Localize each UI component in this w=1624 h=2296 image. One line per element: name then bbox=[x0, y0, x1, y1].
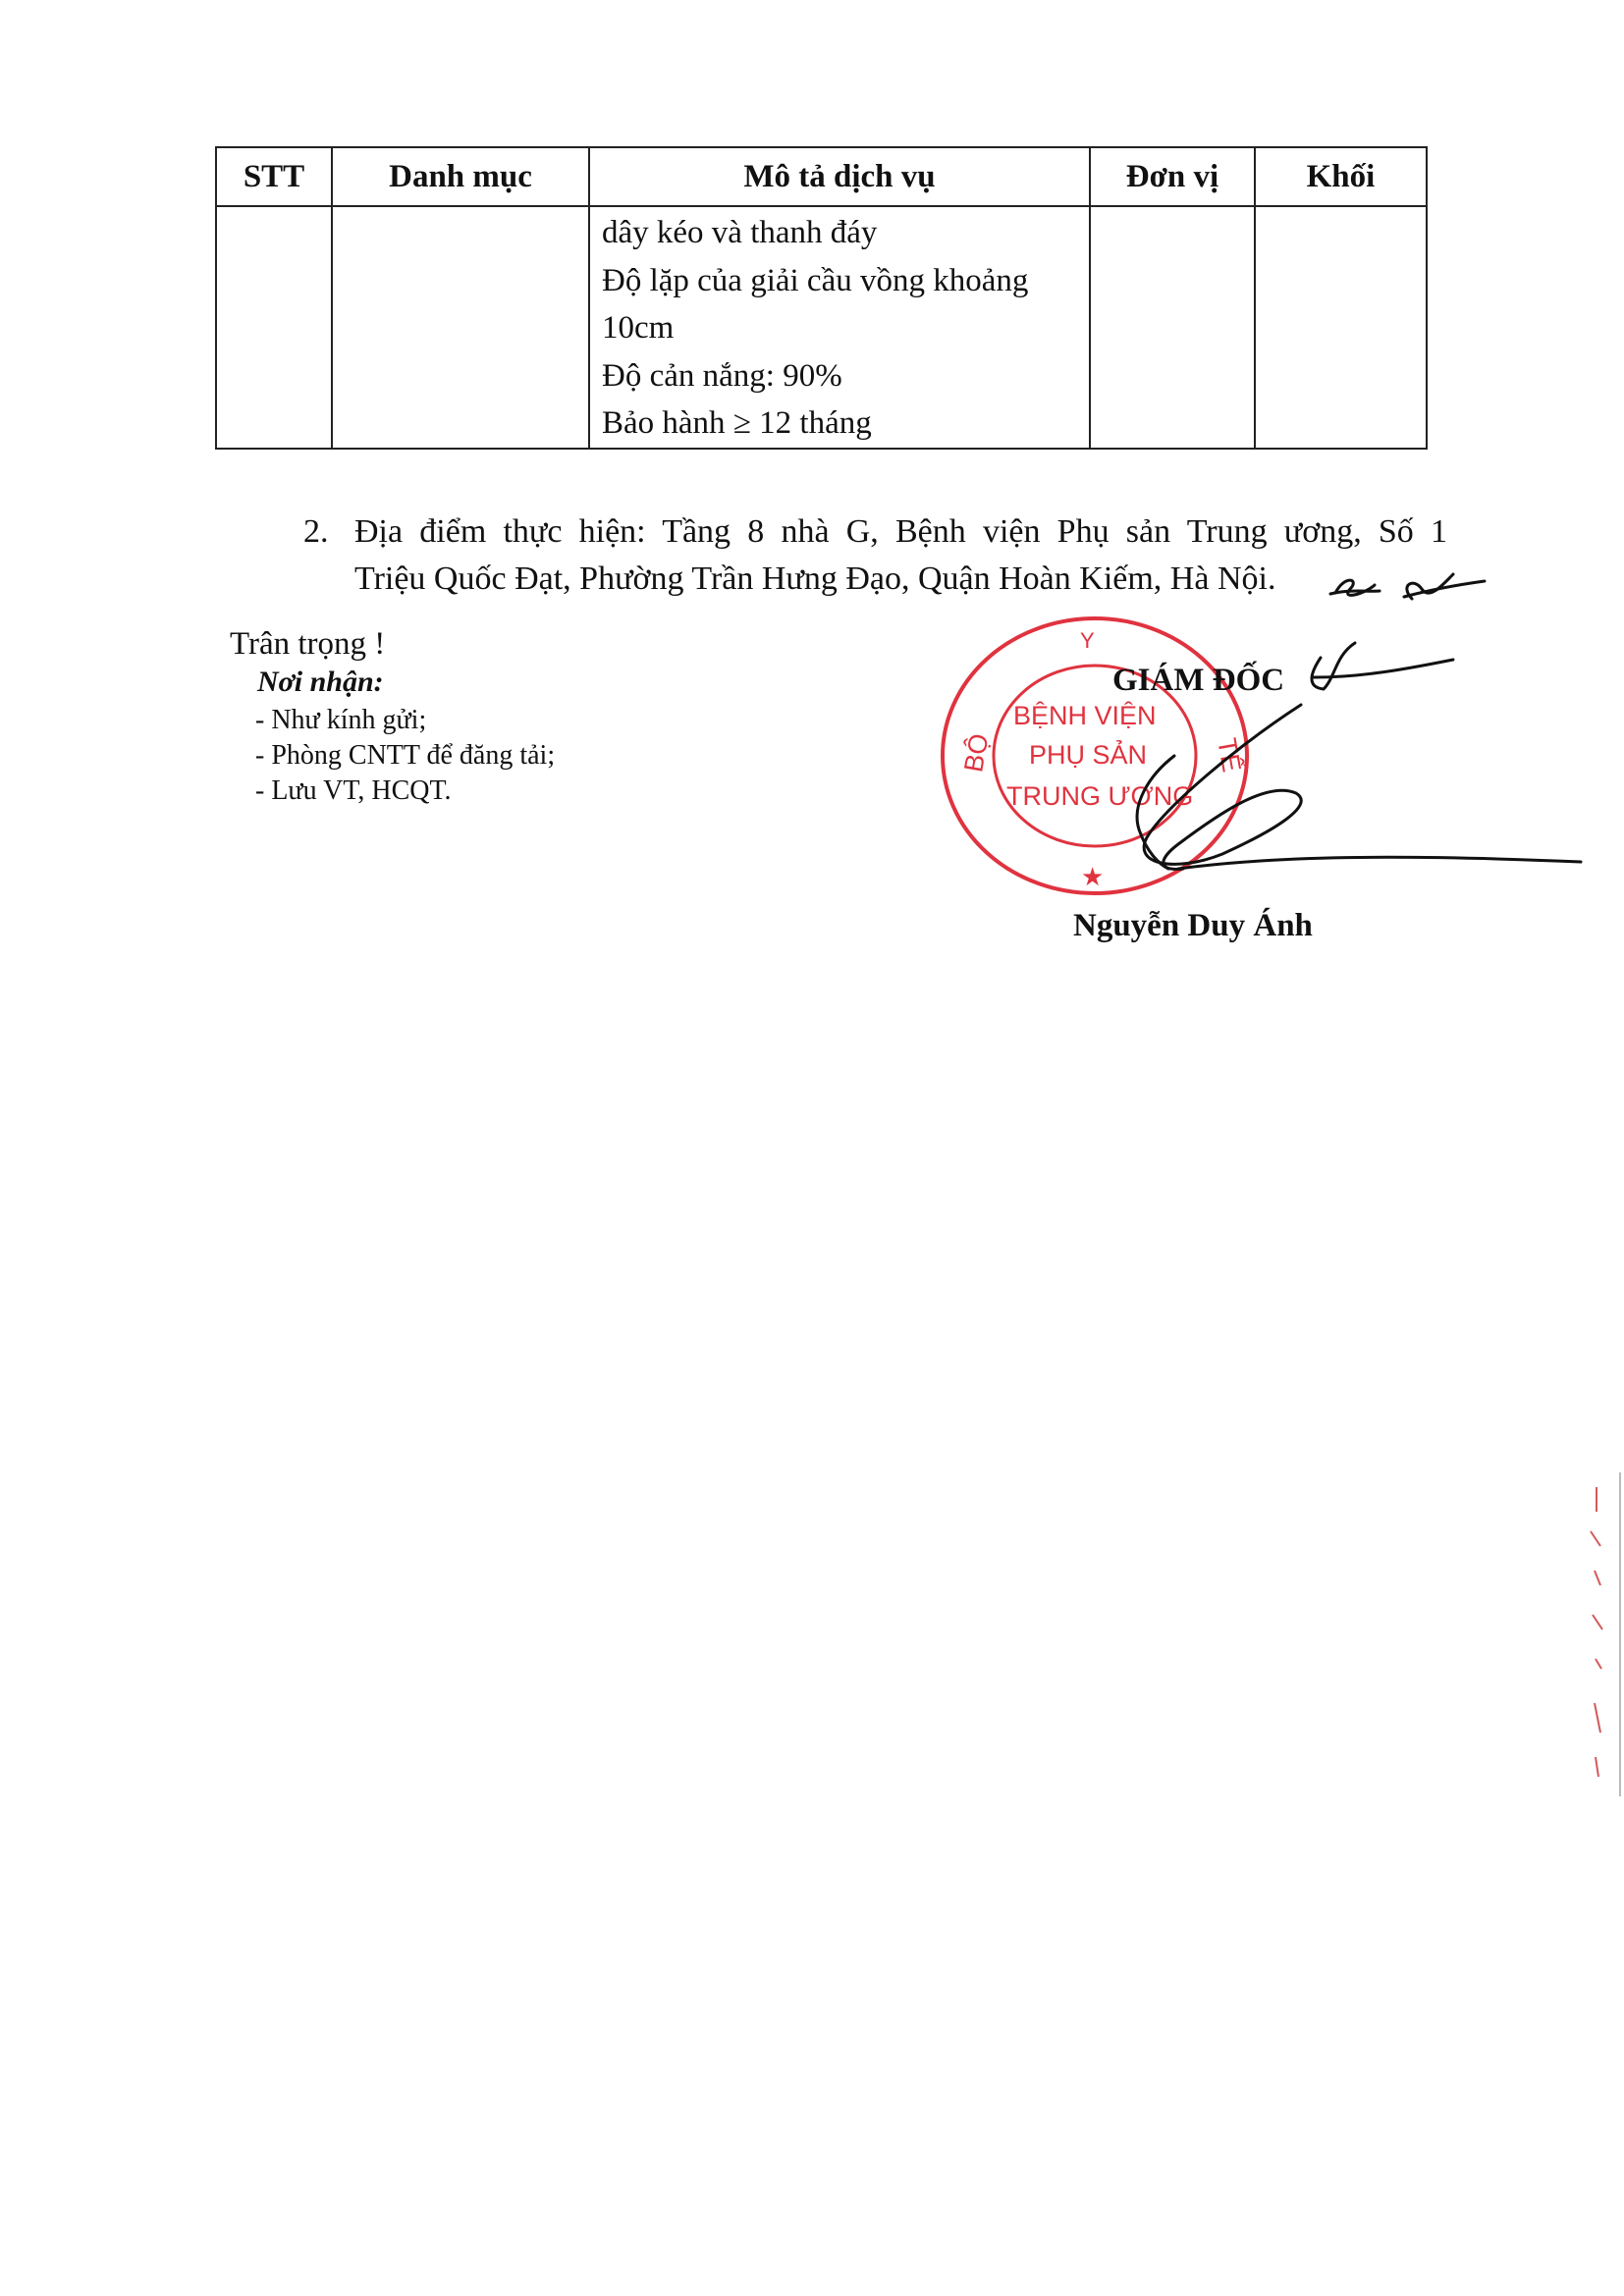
description-line: Bảo hành ≥ 12 tháng bbox=[602, 405, 872, 441]
table-header-row bbox=[216, 147, 1427, 206]
closing-greeting: Trân trọng ! bbox=[230, 626, 386, 662]
location-line-1: Địa điểm thực hiện: Tầng 8 nhà G, Bệnh viện Phụ sản Trung ương, Số 1 bbox=[354, 513, 1447, 550]
cell-description bbox=[589, 206, 1090, 449]
list-item: - Lưu VT, HCQT. bbox=[255, 775, 452, 806]
header-stt: STT bbox=[216, 147, 332, 206]
description-line: Độ cản nắng: 90% bbox=[602, 357, 842, 394]
list-item: - Như kính gửi; bbox=[255, 705, 427, 735]
header-category: Danh mục bbox=[332, 147, 589, 206]
signer-title: GIÁM ĐỐC bbox=[1112, 663, 1285, 698]
header-unit: Đơn vị bbox=[1090, 147, 1255, 206]
stamp-ring-left: BỘ bbox=[958, 731, 995, 774]
stamp-ring-top: Y bbox=[1080, 628, 1095, 653]
item-number: 2. bbox=[303, 513, 329, 550]
recipients-list bbox=[255, 703, 555, 809]
service-table bbox=[215, 146, 1428, 450]
list-item: - Phòng CNTT để đăng tải; bbox=[255, 740, 556, 771]
table-row bbox=[216, 206, 1427, 449]
cell-stt bbox=[216, 206, 332, 449]
recipients-title: Nơi nhận: bbox=[257, 666, 384, 698]
stamp-center-2: PHỤ SẢN bbox=[1029, 740, 1148, 770]
cell-unit bbox=[1090, 206, 1255, 449]
location-line-2: Triệu Quốc Đạt, Phường Trần Hưng Đạo, Quận Hoàn Kiếm, Hà Nội. bbox=[354, 561, 1276, 597]
signer-name: Nguyễn Duy Ánh bbox=[1073, 908, 1313, 943]
stamp-ring-right: TẾ bbox=[1212, 735, 1247, 774]
header-description: Mô tả dịch vụ bbox=[589, 147, 1090, 206]
stamp-star: ★ bbox=[1081, 862, 1105, 891]
description-line: 10cm bbox=[602, 310, 675, 346]
stamp-seal bbox=[943, 618, 1247, 893]
cell-category bbox=[332, 206, 589, 449]
header-quantity: Khối bbox=[1255, 147, 1427, 206]
description-line: Độ lặp của giải cầu vồng khoảng bbox=[602, 262, 1029, 298]
stamp-center-1: BỆNH VIỆN bbox=[1013, 701, 1157, 730]
cell-quantity bbox=[1255, 206, 1427, 449]
description-line: dây kéo và thanh đáy bbox=[602, 215, 878, 250]
stamp-center-3: TRUNG ƯƠNG bbox=[1006, 781, 1194, 811]
